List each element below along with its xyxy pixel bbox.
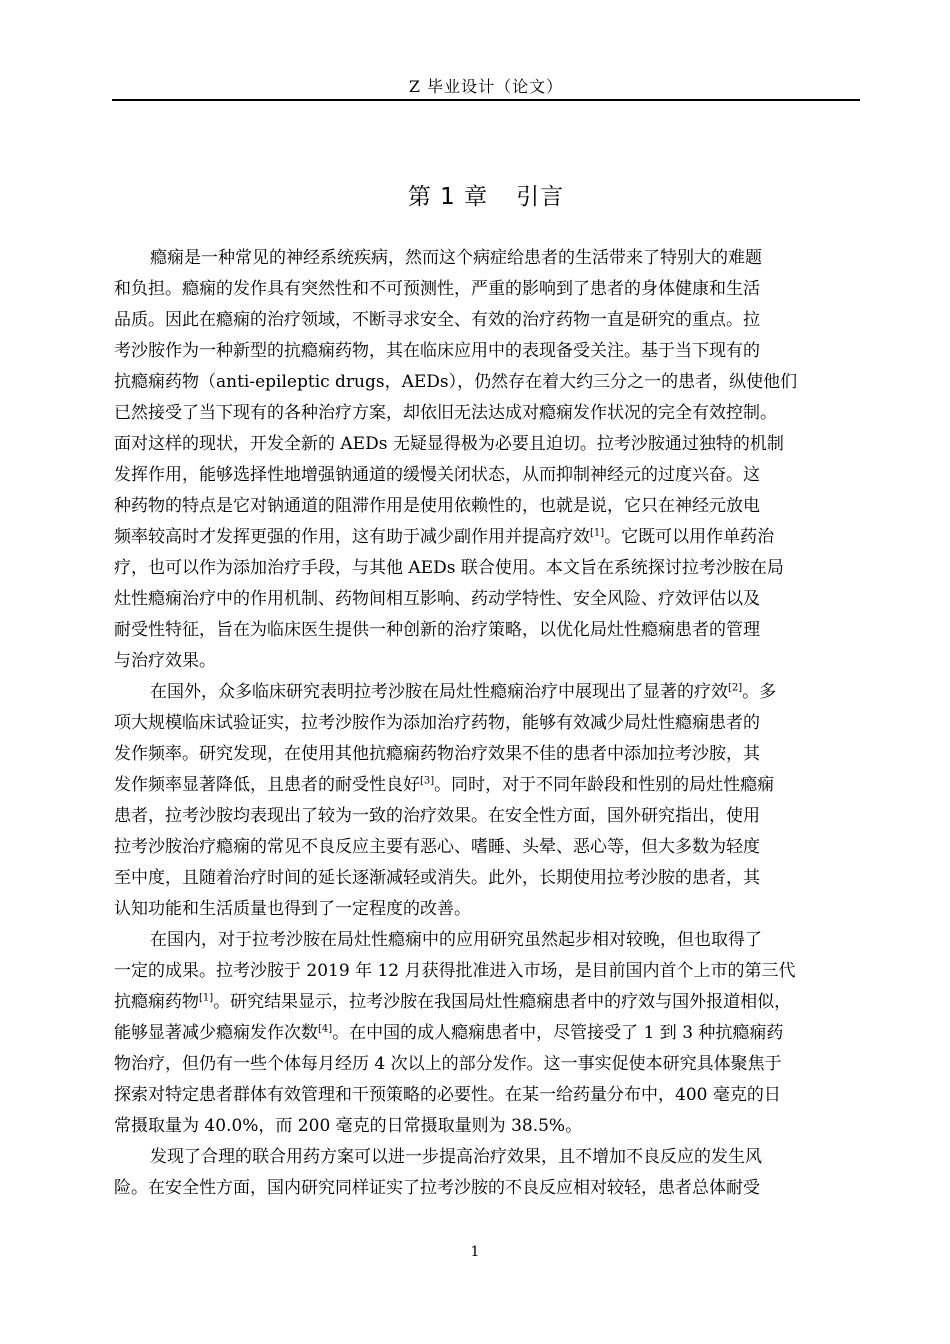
text-line: 种药物的特点是它对钠通道的阻滞作用是使用依赖性的，也就是说，它只在神经元放电 (114, 496, 760, 516)
page-number: 1 (470, 1244, 480, 1260)
text-line: 灶性瘾痫治疗中的作用机制、药物间相互影响、药动学特性、安全风险、疗效评估以及 (114, 589, 760, 609)
text-segment: 在国外，众多临床研究表明拉考沙胺在局灶性瘾痫治疗中展现出了显著的疗效 (150, 682, 728, 702)
text-line: 品质。因此在瘾痫的治疗领域，不断寻求安全、有效的治疗药物一直是研究的重点。拉 (114, 310, 760, 330)
text-line (114, 1018, 860, 1049)
text-line (114, 987, 860, 1018)
chapter-title (112, 178, 860, 211)
paragraph-2 (114, 677, 860, 925)
citation-ref[interactable]: [2] (728, 682, 743, 694)
text-line: 和负担。瘾痫的发作具有突然性和不可预测性，严重的影响到了患者的身体健康和生活 (114, 279, 760, 299)
text-segment: 能够显著减少瘾痫发作次数 (114, 1023, 318, 1043)
text-line: 面对这样的现状，开发全新的 AEDs 无疑显得极为必要且迫切。拉考沙胺通过独特的机制 (114, 434, 784, 454)
body-text (114, 243, 860, 1204)
text-line: 物治疗，但仍有一些个体每月经历 4 次以上的部分发作。这一事实促使本研究具体聚焦于 (114, 1054, 782, 1074)
text-line (114, 770, 860, 801)
text-line: 瘾痫是一种常见的神经系统疾病，然而这个病症给患者的生活带来了特别大的难题 (150, 248, 762, 268)
citation-ref[interactable]: [3] (420, 775, 435, 787)
text-segment: 发作频率显著降低，且患者的耐受性良好 (114, 775, 420, 795)
text-line: 一定的成果。拉考沙胺于 2019 年 12 月获得批准进入市场，是目前国内首个上市的第三代 (114, 961, 796, 981)
text-segment: 。研究结果显示，拉考沙胺在我国局灶性瘾痫患者中的疗效与国外报道相似， (213, 992, 792, 1012)
text-line: 拉考沙胺治疗瘾痫的常见不良反应主要有恶心、嗜睡、头晕、恶心等，但大多数为轻度 (114, 837, 760, 857)
chapter-name: 引言 (516, 184, 565, 210)
text-line: 考沙胺作为一种新型的抗瘾痫药物，其在临床应用中的表现备受关注。基于当下现有的 (114, 341, 760, 361)
running-header: Z 毕业设计（论文） (408, 77, 564, 96)
text-segment: 。在中国的成人瘾痫患者中，尽管接受了 1 到 3 种抗瘾痫药 (332, 1023, 784, 1043)
citation-ref[interactable]: [1] (199, 992, 214, 1004)
text-segment: 。多 (742, 682, 777, 702)
text-line: 已然接受了当下现有的各种治疗方案，却依旧无法达成对瘾痫发作状况的完全有效控制。 (114, 403, 777, 423)
header-rule (112, 99, 860, 101)
text-line (114, 677, 860, 708)
chapter-number: 第 1 章 (407, 184, 489, 210)
text-line: 探索对特定患者群体有效管理和干预策略的必要性。在某一给药量分布中，400 毫克的日 (114, 1085, 781, 1105)
text-line: 险。在安全性方面，国内研究同样证实了拉考沙胺的不良反应相对较轻，患者总体耐受 (114, 1178, 760, 1198)
text-line: 发作频率。研究发现，在使用其他抗瘾痫药物治疗效果不佳的患者中添加拉考沙胺，其 (114, 744, 760, 764)
text-line: 患者，拉考沙胺均表现出了较为一致的治疗效果。在安全性方面，国外研究指出，使用 (114, 806, 760, 826)
paragraph-4 (114, 1142, 860, 1204)
text-line: 发挥作用，能够选择性地增强钠通道的缓慢关闭状态，从而抑制神经元的过度兴奋。这 (114, 465, 760, 485)
text-line: 耐受性特征，旨在为临床医生提供一种创新的治疗策略，以优化局灶性瘾痫患者的管理 (114, 620, 760, 640)
text-line: 抗瘾痫药物（anti-epileptic drugs，AEDs），仍然存在着大约三分之一的患者，纵使他们 (114, 372, 798, 392)
text-segment: 。它既可以用作单药治 (604, 527, 775, 547)
text-line: 疗，也可以作为添加治疗手段，与其他 AEDs 联合使用。本文旨在系统探讨拉考沙胺在局 (114, 558, 784, 578)
text-line: 认知功能和生活质量也得到了一定程度的改善。 (114, 899, 471, 919)
text-line (114, 522, 860, 553)
text-segment: 频率较高时才发挥更强的作用，这有助于减少副作用并提高疗效 (114, 527, 590, 547)
text-line: 发现了合理的联合用药方案可以进一步提高治疗效果，且不增加不良反应的发生风 (150, 1147, 762, 1167)
text-segment: 。同时，对于不同年龄段和性别的局灶性瘾痫 (434, 775, 775, 795)
text-line: 常摄取量为 40.0%，而 200 毫克的日常摄取量则为 38.5%。 (114, 1116, 583, 1136)
text-line: 与治疗效果。 (114, 651, 216, 671)
paragraph-1 (114, 243, 860, 677)
citation-ref[interactable]: [4] (318, 1023, 333, 1035)
paragraph-3 (114, 925, 860, 1142)
citation-ref[interactable]: [1] (590, 527, 605, 539)
text-line: 项大规模临床试验证实，拉考沙胺作为添加治疗药物，能够有效减少局灶性瘾痫患者的 (114, 713, 760, 733)
text-line: 至中度，且随着治疗时间的延长逐渐减轻或消失。此外，长期使用拉考沙胺的患者，其 (114, 868, 760, 888)
text-segment: 抗瘾痫药物 (114, 992, 199, 1012)
text-line: 在国内，对于拉考沙胺在局灶性瘾痫中的应用研究虽然起步相对较晚，但也取得了 (150, 930, 762, 950)
